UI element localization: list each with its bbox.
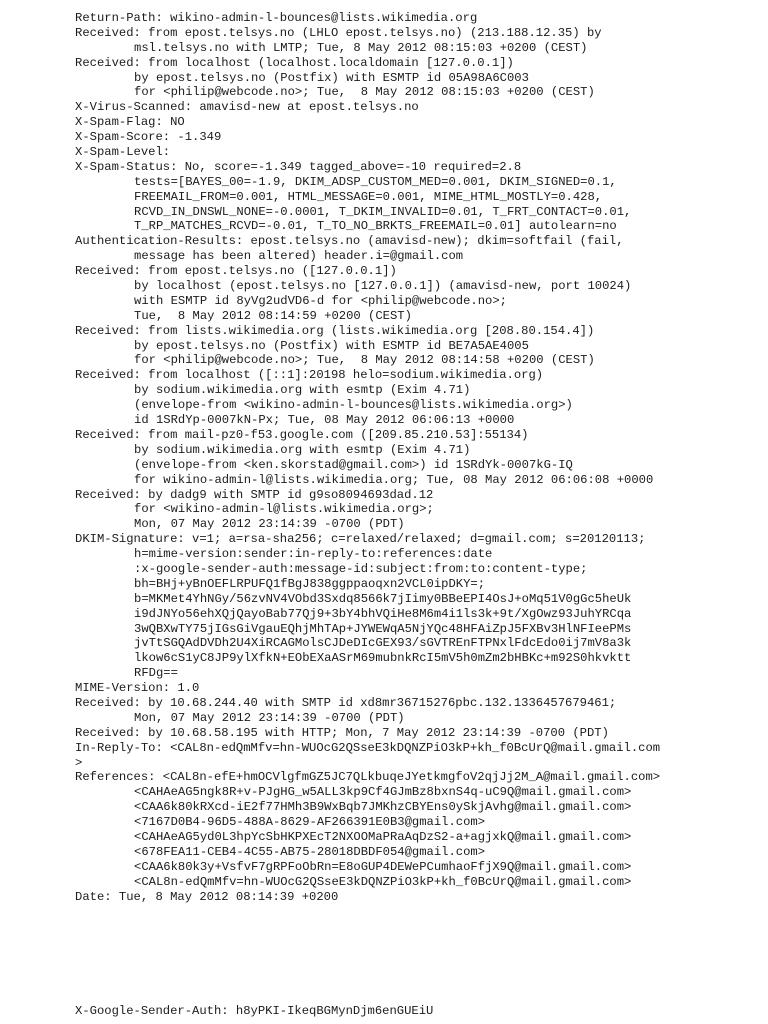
header-line: Authentication-Results: epost.telsys.no (amavisd-new); dkim=softfail (fail, (75, 234, 624, 249)
header-continuation-line: FREEMAIL_FROM=0.001, HTML_MESSAGE=0.001, MIME_HTML_MOSTLY=0.428, (134, 189, 603, 204)
header-continuation-line: for <philip@webcode.no>; Tue, 8 May 2012 08:15:03 +0200 (CEST) (134, 85, 595, 100)
header-line: X-Spam-Score: -1.349 (75, 130, 222, 145)
header-line: Received: by 10.68.58.195 with HTTP; Mon, 7 May 2012 23:14:39 -0700 (PDT) (75, 725, 609, 740)
header-continuation-line: for <philip@webcode.no>; Tue, 8 May 2012 08:14:58 +0200 (CEST) (134, 353, 595, 368)
header-continuation-line: message has been altered) header.i=@gmail.com (134, 249, 464, 264)
header-line: Received: from epost.telsys.no (LHLO epost.telsys.no) (213.188.12.35) by (75, 25, 602, 40)
header-line: In-Reply-To: <CAL8n-edQmMfv=hn-WUOcG2QSseE3kDQNZPiO3kP+kh_f0BcUrQ@mail.gmail.com (75, 740, 661, 755)
header-continuation-line: 3wQBXwTY75jIGsGiVgauEQhjMhTAp+JYWEWqA5NjYQc48HFAiZpJ5FXBv3HlNFIeePMs (134, 621, 632, 636)
header-continuation-line: by epost.telsys.no (Postfix) with ESMTP id 05A98A6C003 (134, 70, 529, 85)
header-continuation-line: <7167D0B4-96D5-488A-8629-AF266391E0B3@gmail.com> (134, 815, 486, 830)
header-continuation-line: b=MKMet4YhNGy/56zvNV4VObd3Sxdq8566k7jIimy0BBeEPI4OsJ+oMq51V0gGc5heUk (134, 591, 632, 606)
email-header-block (75, 11, 763, 904)
header-continuation-line: tests=[BAYES_00=-1.9, DKIM_ADSP_CUSTOM_MED=0.001, DKIM_SIGNED=0.1, (134, 174, 617, 189)
header-line: Received: from localhost (localhost.localdomain [127.0.0.1]) (75, 55, 514, 70)
header-continuation-line: for <wikino-admin-l@lists.wikimedia.org>; (134, 502, 434, 517)
header-continuation-line: h=mime-version:sender:in-reply-to:references:date (134, 547, 493, 562)
header-continuation-line: <CAA6k80k3y+VsfvF7gRPFoObRn=E8oGUP4DEWePCumhaoFfjX9Q@mail.gmail.com> (134, 859, 632, 874)
header-continuation-line: for wikino-admin-l@lists.wikimedia.org; Tue, 08 May 2012 06:06:08 +0000 (134, 472, 654, 487)
header-continuation-line: <678FEA11-CEB4-4C55-AB75-28018DBDF054@gmail.com> (134, 844, 486, 859)
header-line: MIME-Version: 1.0 (75, 681, 200, 696)
header-continuation-line: bh=BHj+yBnOEFLRPUFQ1fBgJ838ggppaoqxn2VCL0ipDKY=; (134, 576, 486, 591)
header-line: X-Spam-Level: (75, 145, 171, 160)
header-continuation-line: msl.telsys.no with LMTP; Tue, 8 May 2012 08:15:03 +0200 (CEST) (134, 40, 588, 55)
header-line: Date: Tue, 8 May 2012 08:14:39 +0200 (75, 889, 339, 904)
header-continuation-line: lkow6cS1yC8JP9ylXfkN+EObEXaASrM69mubnkRcI5mV5h0mZm2bHBKc+m92S0hkvktt (134, 651, 632, 666)
header-line: Received: by dadg9 with SMTP id g9so8094693dad.12 (75, 487, 434, 502)
header-line: X-Spam-Flag: NO (75, 115, 185, 130)
header-line: Received: from epost.telsys.no ([127.0.0.1]) (75, 264, 397, 279)
header-line: References: <CAL8n-efE+hmOCVlgfmGZ5JC7QLkbuqeJYetkmgfoV2qjJj2M_A@mail.gmail.com> (75, 770, 661, 785)
header-line: Return-Path: wikino-admin-l-bounces@lists.wikimedia.org (75, 11, 478, 25)
header-continuation-line: (envelope-from <ken.skorstad@gmail.com>) id 1SRdYk-0007kG-IQ (134, 457, 573, 472)
header-continuation-line: T_RP_MATCHES_RCVD=-0.01, T_TO_NO_BRKTS_FREEMAIL=0.01] autolearn=no (134, 219, 617, 234)
header-continuation-line: <CAHAeAG5yd0L3hpYcSbHKPXEcT2NXOOMaPRaAqDzS2-a+agjxkQ@mail.gmail.com> (134, 829, 632, 844)
header-continuation-line: Tue, 8 May 2012 08:14:59 +0200 (CEST) (134, 308, 412, 323)
header-line: DKIM-Signature: v=1; a=rsa-sha256; c=relaxed/relaxed; d=gmail.com; s=20120113; (75, 532, 646, 547)
header-continuation-line: id 1SRdYp-0007kN-Px; Tue, 08 May 2012 06:06:13 +0000 (134, 413, 515, 428)
header-line: Received: from localhost ([::1]:20198 helo=sodium.wikimedia.org) (75, 368, 544, 383)
header-continuation-line: <CAL8n-edQmMfv=hn-WUOcG2QSseE3kDQNZPiO3kP+kh_f0BcUrQ@mail.gmail.com> (134, 874, 632, 889)
header-continuation-line: by localhost (epost.telsys.no [127.0.0.1]) (amavisd-new, port 10024) (134, 279, 632, 294)
header-continuation-line: :x-google-sender-auth:message-id:subject:from:to:content-type; (134, 561, 588, 576)
header-line: Received: from lists.wikimedia.org (lists.wikimedia.org [208.80.154.4]) (75, 323, 595, 338)
header-continuation-line: Mon, 07 May 2012 23:14:39 -0700 (PDT) (134, 710, 405, 725)
header-line: > (75, 755, 83, 770)
header-continuation-line: by sodium.wikimedia.org with esmtp (Exim 4.71) (134, 383, 471, 398)
header-line: Received: by 10.68.244.40 with SMTP id xd8mr36715276pbc.132.1336457679461; (75, 695, 617, 710)
header-continuation-line: with ESMTP id 8yVg2udVD6-d for <philip@webcode.no>; (134, 293, 507, 308)
header-line-x-google-sender-auth: X-Google-Sender-Auth: h8yPKI-IkeqBGMynDjm6enGUEiU (75, 1004, 434, 1018)
header-line: X-Spam-Status: No, score=-1.349 tagged_above=-10 required=2.8 (75, 159, 522, 174)
header-line: X-Virus-Scanned: amavisd-new at epost.telsys.no (75, 100, 419, 115)
header-continuation-line: by sodium.wikimedia.org with esmtp (Exim 4.71) (134, 442, 471, 457)
header-continuation-line: Mon, 07 May 2012 23:14:39 -0700 (PDT) (134, 517, 405, 532)
header-continuation-line: RCVD_IN_DNSWL_NONE=-0.0001, T_DKIM_INVALID=0.01, T_FRT_CONTACT=0.01, (134, 204, 632, 219)
header-continuation-line: i9dJNYo56ehXQjQayoBab77Qj9+3bY4bhVQiHe8M6m4i1ls3k+9t/XgOwz93JuhYRCqa (134, 606, 632, 621)
header-continuation-line: RFDg== (134, 666, 178, 681)
header-continuation-line: <CAHAeAG5ngk8R+v-PJgHG_w5ALL3kp9Cf4GJmBz8bxnS4q-uC9Q@mail.gmail.com> (134, 785, 632, 800)
header-continuation-line: by epost.telsys.no (Postfix) with ESMTP id BE7A5AE4005 (134, 338, 529, 353)
header-continuation-line: jvTtSGQAdDVDh2U4XiRCAGMolsCJDeDIcGEX93/sGVTREnFTPNxlFdcEdo0ij7mV8a3k (134, 636, 632, 651)
header-continuation-line: <CAA6k80kRXcd-iE2f77HMh3B9WxBqb7JMKhzCBYEns0ySkjAvhg@mail.gmail.com> (134, 800, 632, 815)
header-continuation-line: (envelope-from <wikino-admin-l-bounces@lists.wikimedia.org>) (134, 398, 573, 413)
header-line: Received: from mail-pz0-f53.google.com ([209.85.210.53]:55134) (75, 427, 529, 442)
